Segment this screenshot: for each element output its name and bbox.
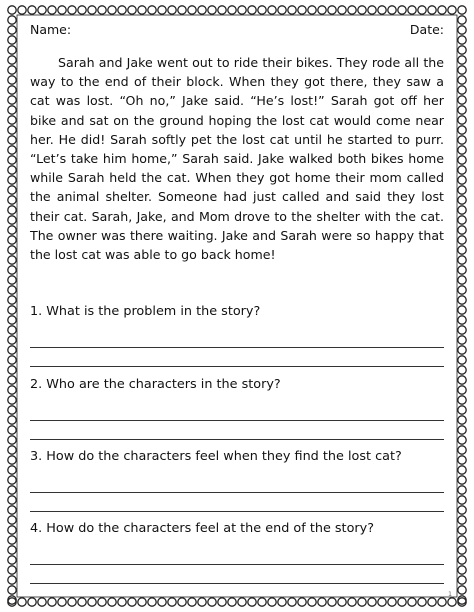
question-3	[30, 448, 444, 512]
question-4	[30, 520, 444, 584]
question-3-text: 3. How do the characters feel when they find the lost cat?	[30, 449, 402, 464]
answer-line[interactable]	[30, 348, 444, 367]
answer-line[interactable]	[30, 402, 444, 421]
answer-line[interactable]	[30, 329, 444, 348]
answer-line[interactable]	[30, 565, 444, 584]
question-4-text: 4. How do the characters feel at the end of the story?	[30, 521, 375, 536]
question-1-text: 1. What is the problem in the story?	[30, 304, 261, 319]
answer-line[interactable]	[30, 474, 444, 493]
story-passage	[30, 53, 444, 264]
question-1	[30, 303, 444, 367]
answer-line[interactable]	[30, 421, 444, 440]
answer-line[interactable]	[30, 493, 444, 512]
page-number: 1	[448, 591, 452, 598]
name-label: Name:	[30, 22, 72, 37]
question-2	[30, 376, 444, 440]
answer-line[interactable]	[30, 546, 444, 565]
header	[30, 22, 444, 40]
question-2-text: 2. Who are the characters in the story?	[30, 377, 281, 392]
story-text: Sarah and Jake went out to ride their bikes. They rode all the way to the end of their block. When they got there, they saw a cat was lost. “Oh no,” Jake said. “He’s lost!” Sarah got off her bike and sat on the ground hoping the lost cat would come near her. He did! Sarah softly pet the lost cat until he started to purr. “Let’s take him home,” Sarah said. Jake walked both bikes home while Sarah held the cat. When they got home their mom called the animal shelter. Someone had just called and said they lost their cat. Sarah, Jake, and Mom drove to the shelter with the cat. The owner was there waiting. Jake and Sarah were so happy that the lost cat was able to go back home!	[30, 55, 444, 263]
date-label: Date:	[409, 22, 444, 37]
